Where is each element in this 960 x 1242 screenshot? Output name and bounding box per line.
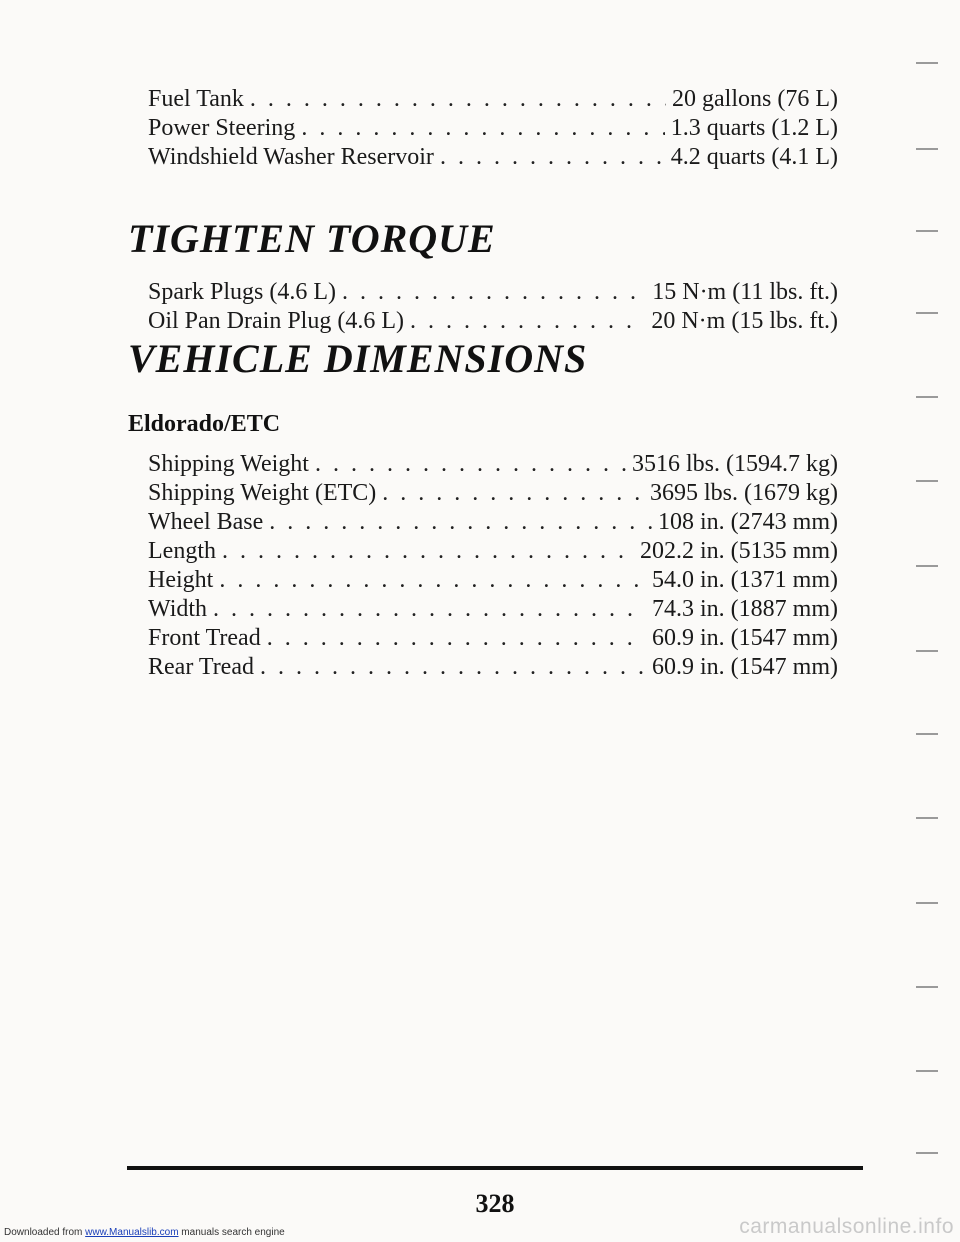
spec-value: 108 in. (2743 mm): [658, 509, 838, 535]
spec-value: 15 N·m (11 lbs. ft.): [652, 279, 838, 305]
spec-row-power-steering: [148, 114, 838, 143]
edge-mark: [916, 312, 938, 314]
dot-leader: [250, 85, 666, 114]
section-heading-torque: TIGHTEN TORQUE: [128, 216, 496, 261]
dot-leader: [440, 143, 665, 172]
dot-leader: [342, 278, 646, 307]
spec-row-oil-drain-plug: [148, 307, 838, 336]
spec-label: Oil Pan Drain Plug (4.6 L): [148, 308, 404, 334]
dot-leader: [382, 479, 644, 508]
spec-row-shipping-weight: [148, 450, 838, 479]
edge-mark: [916, 1152, 938, 1154]
spec-label: Power Steering: [148, 115, 296, 141]
fluid-capacities-list: [148, 85, 838, 172]
dot-leader: [260, 653, 646, 682]
spec-value: 54.0 in. (1371 mm): [652, 567, 838, 593]
spec-value: 20 N·m (15 lbs. ft.): [651, 308, 838, 334]
footer-suffix: manuals search engine: [178, 1227, 285, 1238]
edge-mark: [916, 62, 938, 64]
edge-mark: [916, 480, 938, 482]
footer-prefix: Downloaded from: [4, 1227, 86, 1238]
spec-label: Length: [148, 538, 216, 564]
footer-rule: [127, 1166, 863, 1170]
spec-label: Windshield Washer Reservoir: [148, 144, 434, 170]
watermark: carmanualsonline.info: [739, 1215, 954, 1238]
edge-mark: [916, 817, 938, 819]
spec-label: Front Tread: [148, 625, 261, 651]
spec-row-fuel-tank: [148, 85, 838, 114]
spec-value: 74.3 in. (1887 mm): [652, 596, 838, 622]
dot-leader: [315, 450, 626, 479]
edge-mark: [916, 565, 938, 567]
spec-row-spark-plugs: [148, 278, 838, 307]
spec-value: 1.3 quarts (1.2 L): [670, 115, 838, 141]
edge-mark: [916, 148, 938, 150]
model-subheading: Eldorado/ETC: [128, 411, 281, 437]
edge-mark: [916, 1070, 938, 1072]
spec-row-washer-reservoir: [148, 143, 838, 172]
dot-leader: [213, 595, 646, 624]
dot-leader: [219, 566, 646, 595]
edge-mark: [916, 230, 938, 232]
edge-mark: [916, 986, 938, 988]
spec-value: 3516 lbs. (1594.7 kg): [632, 451, 838, 477]
edge-mark: [916, 733, 938, 735]
page-number: 328: [475, 1189, 515, 1218]
manualslib-link[interactable]: www.Manualslib.com: [85, 1227, 179, 1238]
spec-label: Width: [148, 596, 208, 622]
dot-leader: [267, 624, 646, 653]
spec-label: Wheel Base: [148, 509, 264, 535]
spec-row-width: [148, 595, 838, 624]
spec-row-wheel-base: [148, 508, 838, 537]
edge-mark: [916, 650, 938, 652]
spec-label: Rear Tread: [148, 654, 254, 680]
dot-leader: [269, 508, 652, 537]
spec-value: 20 gallons (76 L): [672, 86, 838, 112]
spec-value: 60.9 in. (1547 mm): [652, 654, 838, 680]
spec-value: 3695 lbs. (1679 kg): [650, 480, 838, 506]
dimensions-list: [148, 450, 838, 682]
edge-mark: [916, 902, 938, 904]
spec-label: Shipping Weight (ETC): [148, 480, 377, 506]
dot-leader: [410, 307, 645, 336]
spec-value: 60.9 in. (1547 mm): [652, 625, 838, 651]
spec-row-rear-tread: [148, 653, 838, 682]
spec-row-height: [148, 566, 838, 595]
torque-list: [148, 278, 838, 336]
dot-leader: [222, 537, 634, 566]
spec-label: Spark Plugs (4.6 L): [148, 279, 336, 305]
spec-value: 202.2 in. (5135 mm): [640, 538, 838, 564]
spec-row-shipping-weight-etc: [148, 479, 838, 508]
spec-row-length: [148, 537, 838, 566]
download-footer: [4, 1227, 285, 1238]
spec-row-front-tread: [148, 624, 838, 653]
dot-leader: [301, 114, 664, 143]
spec-value: 4.2 quarts (4.1 L): [670, 144, 838, 170]
spec-label: Shipping Weight: [148, 451, 309, 477]
spec-label: Height: [148, 567, 214, 593]
edge-mark: [916, 396, 938, 398]
section-heading-dimensions: VEHICLE DIMENSIONS: [128, 336, 588, 381]
spec-label: Fuel Tank: [148, 86, 244, 112]
page-edge-marks: [912, 40, 952, 1190]
